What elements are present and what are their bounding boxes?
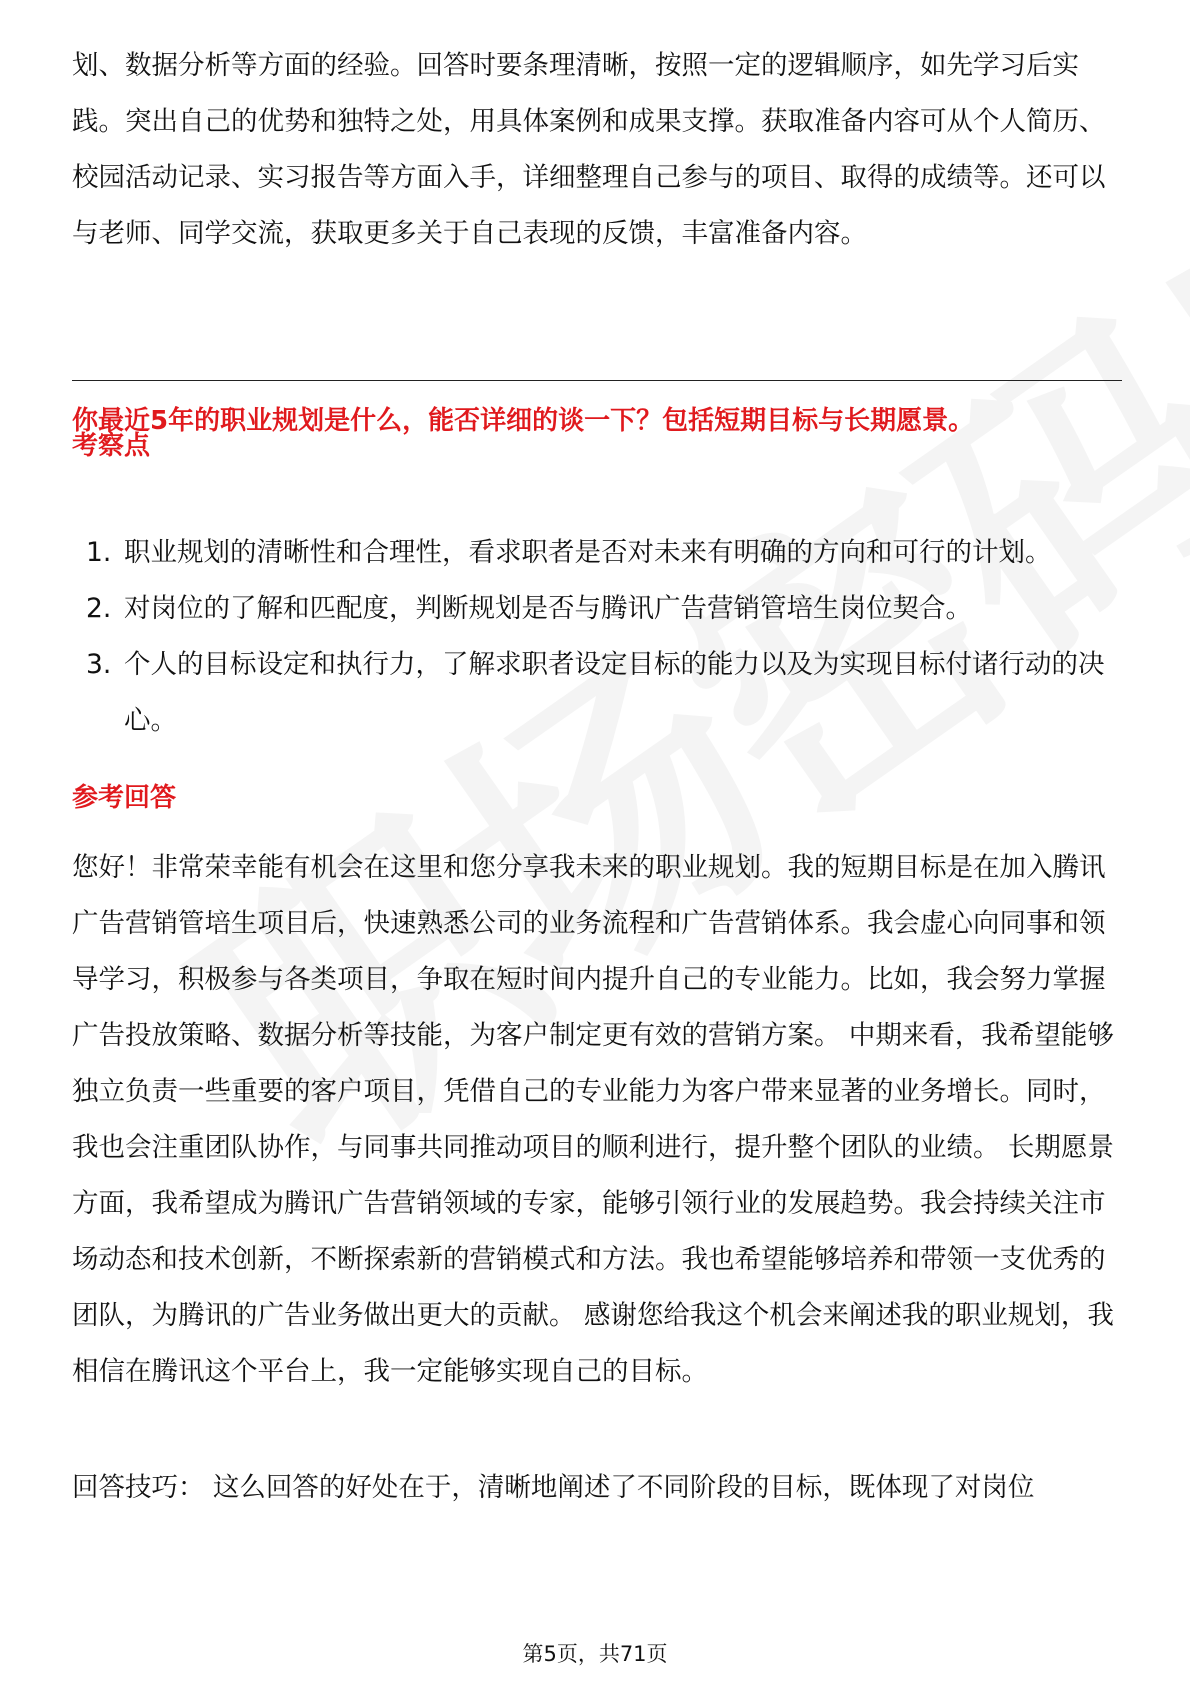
points-heading: 考察点 bbox=[72, 431, 151, 461]
answer-heading: 参考回答 bbox=[72, 783, 177, 813]
list-item-number: 2. bbox=[86, 593, 112, 624]
list-item-number: 3. bbox=[86, 649, 112, 680]
intro-paragraph: 划、数据分析等方面的经验。回答时要条理清晰，按照一定的逻辑顺序，如先学习后实践。突出自己的优势和独特之处，用具体案例和成果支撑。获取准备内容可从个人简历、校园活动记录、实习报告等方面入手，详细整理自己参与的项目、取得的成绩等。还可以与老师、同学交流，获取更多关于自己表现的反馈，丰富准备内容。 bbox=[72, 50, 1106, 249]
section-divider bbox=[72, 380, 1122, 381]
tip-paragraph: 回答技巧： 这么回答的好处在于，清晰地阐述了不同阶段的目标，既体现了对岗位 bbox=[72, 1472, 1035, 1503]
points-list bbox=[72, 525, 1122, 749]
question-title: 你最近5年的职业规划是什么，能否详细的谈一下？包括短期目标与长期愿景。 bbox=[72, 406, 975, 436]
list-item-number: 1. bbox=[86, 537, 112, 568]
list-item bbox=[72, 637, 1122, 749]
page-footer: 第5页，共71页 bbox=[522, 1642, 668, 1666]
list-item bbox=[72, 581, 1122, 637]
list-item-text: 对岗位的了解和匹配度，判断规划是否与腾讯广告营销管培生岗位契合。 bbox=[124, 593, 972, 624]
list-item-text: 个人的目标设定和执行力，了解求职者设定目标的能力以及为实现目标付诸行动的决心。 bbox=[124, 649, 1105, 736]
answer-paragraph: 您好！非常荣幸能有机会在这里和您分享我未来的职业规划。我的短期目标是在加入腾讯广告营销管培生项目后，快速熟悉公司的业务流程和广告营销体系。我会虚心向同事和领导学习，积极参与各类项目，争取在短时间内提升自己的专业能力。比如，我会努力掌握广告投放策略、数据分析等技能，为客户制定更有效的营销方案。 中期来看，我希望能够独立负责一些重要的客户项目，凭借自己的专业能力为客户带来显著的业务增长。同时，我也会注重团队协作，与同事共同推动项目的顺利进行，提升整个团队的业绩。 长期愿景方面，我希望成为腾讯广告营销领域的专家，能够引领行业的发展趋势。我会持续关注市场动态和技术创新，不断探索新的营销模式和方法。我也希望能够培养和带领一支优秀的团队，为腾讯的广告业务做出更大的贡献。 感谢您给我这个机会来阐述我的职业规划，我相信在腾讯这个平台上，我一定能够实现自己的目标。 bbox=[72, 852, 1114, 1387]
list-item-text: 职业规划的清晰性和合理性，看求职者是否对未来有明确的方向和可行的计划。 bbox=[124, 537, 1052, 568]
list-item bbox=[72, 525, 1122, 581]
